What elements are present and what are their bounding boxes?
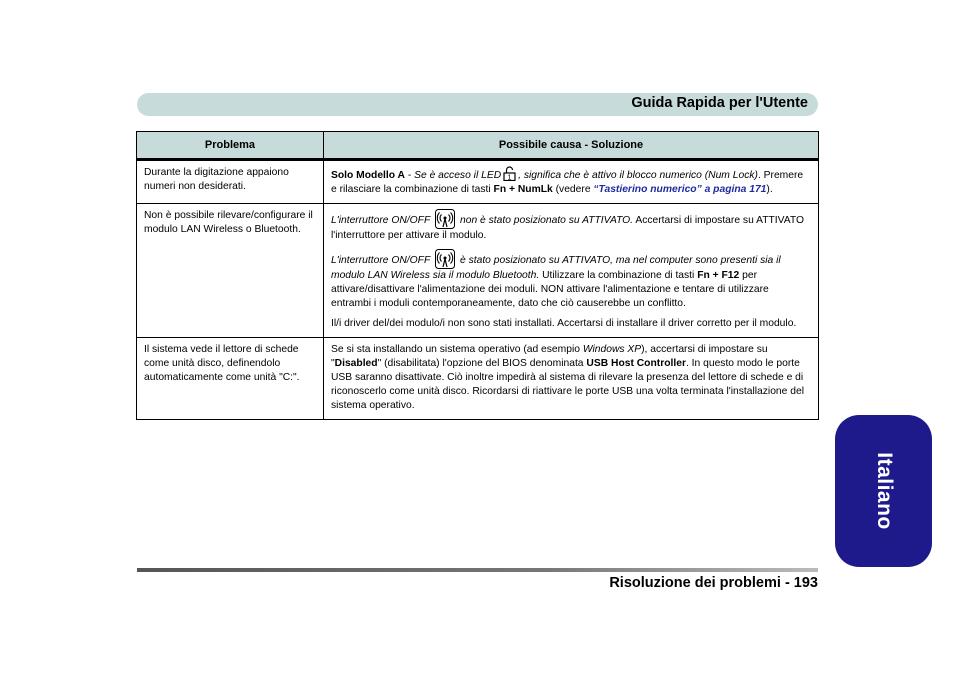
solution-paragraph [331, 209, 811, 243]
solution-italic: non è stato posizionato su ATTIVATO. [460, 215, 634, 226]
solution-text: (vedere [552, 184, 594, 195]
bios-option-value: Disabled [334, 358, 378, 369]
solution-text: ). [766, 184, 773, 195]
solution-cell [324, 204, 819, 338]
solution-italic: Windows XP [582, 344, 642, 355]
solution-paragraph [331, 166, 811, 197]
solution-cell [324, 160, 819, 204]
num-lock-led-icon [503, 166, 516, 181]
solution-text: . In questo modo le porte USB saranno disattivate. Ciò inoltre impedirà al sistema di rilevare la presenza del lettore di schede e di riconoscerlo come unità disco. Ricordarsi di riattivare le porte USB una volta terminata l'installazione del sistema operativo. [331, 358, 804, 411]
solution-text: ), accertarsi di impostare su " [331, 344, 768, 369]
header-bar [137, 93, 818, 116]
problem-cell: Il sistema vede il lettore di schede come unità disco, definendolo automaticamente come unità "C:". [137, 338, 324, 420]
problem-cell: Non è possibile rilevare/configurare il modulo LAN Wireless o Bluetooth. [137, 204, 324, 338]
solution-text: . Premere e rilasciare la combinazione di tasti [331, 170, 804, 195]
solution-text: per attivare/disattivare l'alimentazione dei moduli. NON attivare l'alimentazione e tentare di utilizzare entrambi i moduli contemporaneamente, dato che ciò causerebbe un conflitto. [331, 270, 769, 309]
solution-text: Accertarsi di impostare su ATTIVATO l'interruttore per attivare il modulo. [331, 215, 804, 241]
header-title: Guida Rapida per l'Utente [631, 95, 808, 111]
solution-italic: L'interruttore ON/OFF [331, 215, 431, 226]
table-row [137, 204, 819, 338]
bios-option-name: USB Host Controller [586, 358, 686, 369]
table-header-row [137, 132, 819, 160]
separator: - [404, 170, 415, 181]
solution-paragraph [331, 249, 811, 311]
table-row [137, 338, 819, 420]
solution-text: " (disabilitata) l'opzione del BIOS denominata [377, 358, 587, 369]
solution-cell [324, 338, 819, 420]
solution-italic: è stato posizionato su ATTIVATO, ma nel computer sono presenti sia il modulo LAN Wireless sia il modulo Bluetooth. [331, 255, 781, 281]
language-side-tab [835, 415, 932, 567]
col-header-problem: Problema [137, 132, 324, 160]
solution-text: Utilizzare la combinazione di tasti [539, 270, 698, 281]
key-combo: Fn + NumLk [493, 184, 553, 195]
solution-paragraph [331, 343, 811, 413]
model-label: Solo Modello A [331, 170, 405, 181]
wireless-switch-icon [435, 249, 455, 269]
troubleshooting-table [136, 131, 819, 420]
col-header-solution: Possibile causa - Soluzione [324, 132, 819, 160]
footer-page-label: Risoluzione dei problemi - 193 [609, 575, 818, 591]
solution-paragraph: Il/i driver del/dei modulo/i non sono stati installati. Accertarsi di installare il driver corretto per il modulo. [331, 318, 797, 329]
solution-italic: L'interruttore ON/OFF [331, 255, 431, 266]
cross-reference-link[interactable]: “Tastierino numerico” a pagina 171 [593, 184, 767, 195]
svg-text:1: 1 [507, 174, 512, 181]
language-label: Italiano [872, 452, 896, 530]
problem-cell: Durante la digitazione appaiono numeri non desiderati. [137, 160, 324, 204]
table-row [137, 160, 819, 204]
solution-italic: , significa che è attivo il blocco numerico (Num Lock) [518, 170, 758, 181]
footer-divider [137, 568, 818, 572]
wireless-switch-icon [435, 209, 455, 229]
solution-italic: Se è acceso il LED [414, 170, 502, 181]
key-combo: Fn + F12 [697, 270, 740, 281]
solution-text: Se si sta installando un sistema operativo (ad esempio [331, 344, 583, 355]
